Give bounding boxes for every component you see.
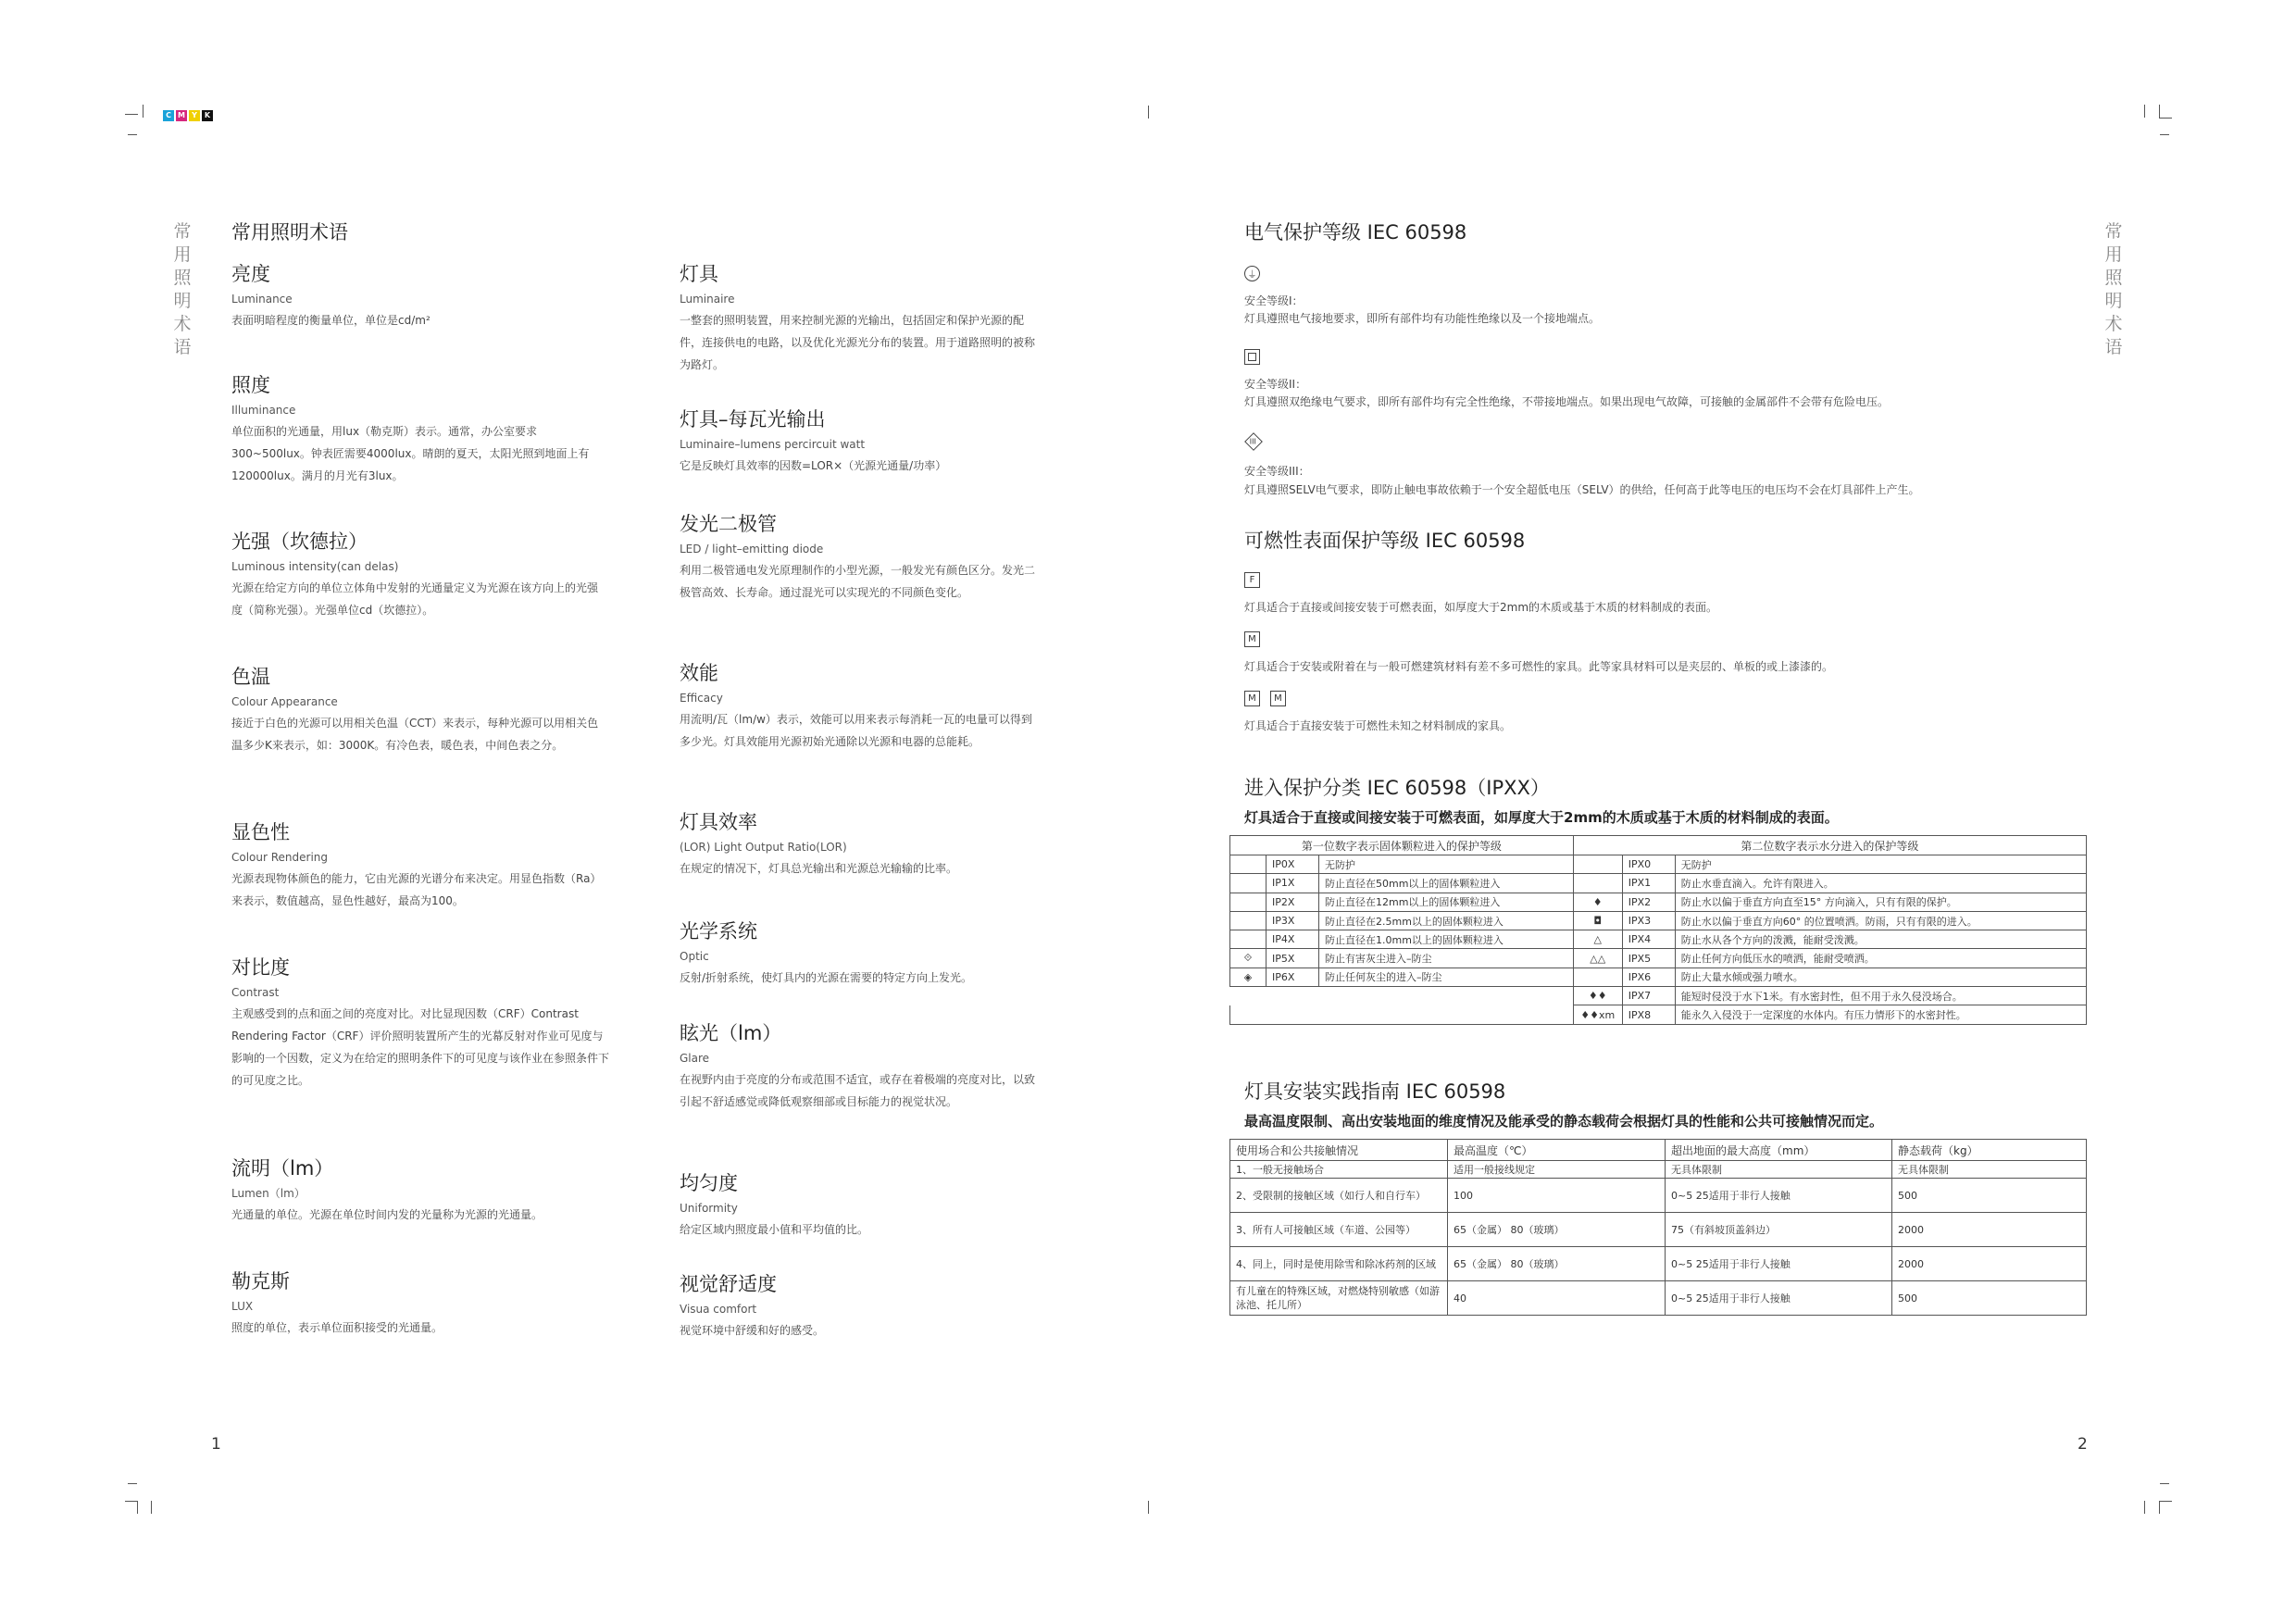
crop-mark bbox=[125, 1501, 138, 1502]
term-title: 效能 bbox=[680, 662, 718, 684]
table-row: IP4X 防止直径在1.0mm以上的固体颗粒进入 △ IPX4 防止水从各个方向的泼溅，能耐受泼溅。 bbox=[1230, 930, 2087, 949]
install-subtitle: 最高温度限制、高出安装地面的维度情况及能承受的静态载荷会根据灯具的性能和公共可接触情况而定。 bbox=[1244, 1113, 1884, 1130]
term-english: Optic bbox=[680, 950, 709, 963]
term-english: Luminaire bbox=[680, 293, 735, 306]
term-luminaire-lumens bbox=[680, 407, 1050, 477]
ip-head-water: 第二位数字表示水分进入的保护等级 bbox=[1573, 836, 2086, 855]
term-english: Luminaire–lumens percircuit watt bbox=[680, 438, 866, 451]
term-luminance bbox=[231, 262, 611, 331]
term-description: 利用二极管通电发光原理制作的小型光源，一般发光有颜色区分。发光二极管高效、长寿命。通过混光可以实现光的不同颜色变化。 bbox=[680, 564, 1036, 599]
term-description: 一整套的照明装置，用来控制光源的光输出，包括固定和保护光源的配件，连接供电的电路，以及优化光源光分布的装置。用于道路照明的被称为路灯。 bbox=[680, 314, 1036, 371]
term-luminous-intensity bbox=[231, 530, 606, 621]
vertical-title-right: 常 用 照 明 术 语 bbox=[2104, 221, 2123, 357]
section-title-electrical: 电气保护等级 IEC 60598 bbox=[1244, 221, 1467, 243]
section-title-flammable: 可燃性表面保护等级 IEC 60598 bbox=[1244, 530, 1526, 552]
cmyk-y: Y bbox=[189, 110, 200, 121]
table-row: ♦♦xm IPX8 能永久入侵没于一定深度的水体内。有压力情形下的水密封性。 bbox=[1230, 1005, 2087, 1024]
term-title: 显色性 bbox=[231, 821, 290, 843]
term-title: 对比度 bbox=[231, 956, 290, 979]
table-row: IP2X 防止直径在12mm以上的固体颗粒进入 ♦ IPX2 防止水以偏于垂直方向直至15° 方向滴入，只有有限的保护。 bbox=[1230, 893, 2087, 911]
col-header: 超出地面的最大高度（mm） bbox=[1666, 1140, 1892, 1161]
term-description: 光源在给定方向的单位立体角中发射的光通量定义为光源在该方向上的光强度（简称光强）。光强单位cd（坎德拉）。 bbox=[231, 581, 599, 617]
term-description: 接近于白色的光源可以用相关色温（CCT）来表示，每种光源可以用相关色温多少K来表示，如：3000K。有冷色表，暖色表，中间色表之分。 bbox=[231, 717, 599, 752]
term-colour-appearance bbox=[231, 665, 606, 756]
term-description: 表面明暗程度的衡量单位，单位是cd/m² bbox=[231, 314, 430, 327]
term-lux bbox=[231, 1269, 611, 1339]
earth-icon: ⏚ bbox=[1244, 266, 1260, 281]
cmyk-c: C bbox=[163, 110, 174, 121]
vertical-title-left: 常 用 照 明 术 语 bbox=[173, 221, 192, 357]
term-led bbox=[680, 512, 1041, 604]
term-title: 发光二极管 bbox=[680, 513, 777, 535]
double-square-icon bbox=[1244, 349, 1260, 365]
crop-mark bbox=[128, 1483, 137, 1484]
table-row: IP3X 防止直径在2.5mm以上的固体颗粒进入 ◘ IPX3 防止水以偏于垂直方向60° 的位置喷洒。防雨，只有有限的进入。 bbox=[1230, 911, 2087, 930]
term-english: Illuminance bbox=[231, 404, 296, 417]
term-description: 给定区域内照度最小值和平均值的比。 bbox=[680, 1223, 869, 1236]
f-mark-icon: F bbox=[1244, 572, 1260, 588]
term-english: Efficacy bbox=[680, 692, 723, 705]
m-mark-icon: M bbox=[1244, 631, 1260, 647]
term-description: 照度的单位，表示单位面积接受的光通量。 bbox=[231, 1321, 443, 1334]
cmyk-m: M bbox=[176, 110, 187, 121]
term-illuminance bbox=[231, 373, 606, 487]
term-title: 灯具 bbox=[680, 263, 718, 285]
table-header-row bbox=[1230, 836, 2087, 855]
table-row: 2、受限制的接触区域（如行人和自行车） 100 0~5 25适用于非行人接触 500 bbox=[1230, 1179, 2087, 1213]
crop-mark bbox=[125, 114, 138, 115]
term-title: 照度 bbox=[231, 374, 270, 396]
f-mark-description: 灯具适合于直接或间接安装于可燃表面，如厚度大于2mm的木质或基于木质的材料制成的表面。 bbox=[1244, 601, 1718, 614]
mm-mark-icon: M bbox=[1244, 691, 1260, 706]
term-title: 均匀度 bbox=[680, 1172, 738, 1194]
class-i-description: 灯具遵照电气接地要求，即所有部件均有功能性绝缘以及一个接地端点。 bbox=[1244, 312, 1601, 325]
mm-mark-icon: M bbox=[1270, 691, 1286, 706]
table-row: ◈ IP6X 防止任何灰尘的进入–防尘 IPX6 防止大量水倾或强力喷水。 bbox=[1230, 968, 2087, 986]
class-ii-label: 安全等级II： bbox=[1244, 378, 1307, 391]
page-title: 常用照明术语 bbox=[231, 221, 348, 243]
crop-mark bbox=[2144, 1501, 2145, 1514]
term-title: 灯具效率 bbox=[680, 811, 757, 833]
table-row: ♦♦ IPX7 能短时侵没于水下1米。有水密封性，但不用于永久侵没场合。 bbox=[1230, 987, 2087, 1005]
class-iii-label: 安全等级III： bbox=[1244, 465, 1310, 478]
term-optic bbox=[680, 919, 1050, 989]
term-english: Visua comfort bbox=[680, 1303, 757, 1316]
crop-mark bbox=[2159, 118, 2172, 119]
term-lumen bbox=[231, 1156, 611, 1226]
table-row: IP0X 无防护 IPX0 无防护 bbox=[1230, 855, 2087, 874]
term-description: 光源表现物体颜色的能力，它由光源的光谱分布来决定。用显色指数（Ra）来表示，数值越高，显色性越好，最高为100。 bbox=[231, 872, 602, 907]
term-english: (LOR) Light Output Ratio(LOR) bbox=[680, 841, 847, 854]
mm-mark-description: 灯具适合于直接安装于可燃性未知之材料制成的家具。 bbox=[1244, 719, 1512, 732]
term-title: 视觉舒适度 bbox=[680, 1273, 777, 1295]
crop-mark bbox=[137, 1501, 138, 1514]
section-title-install: 灯具安装实践指南 IEC 60598 bbox=[1244, 1080, 1506, 1103]
crop-mark bbox=[2159, 1501, 2160, 1514]
term-english: Colour Rendering bbox=[231, 851, 329, 864]
class-iii-description: 灯具遵照SELV电气要求，即防止触电事故依赖于一个安全超低电压（SELV）的供给，任何高于此等电压的电压均不会在灯具部件上产生。 bbox=[1244, 483, 1920, 496]
crop-mark bbox=[1148, 106, 1149, 119]
crop-mark bbox=[2160, 1483, 2169, 1484]
term-description: 在视野内由于亮度的分布或范围不适宜，或存在着极端的亮度对比，以致引起不舒适感觉或降低观察细部或目标能力的视觉状况。 bbox=[680, 1073, 1036, 1108]
crop-mark bbox=[2159, 1501, 2172, 1502]
class-iii-icon: III bbox=[1244, 432, 1263, 451]
term-title: 勒克斯 bbox=[231, 1270, 290, 1292]
term-luminaire bbox=[680, 262, 1041, 376]
col-header: 最高温度（℃） bbox=[1448, 1140, 1666, 1161]
table-row: ⟐ IP5X 防止有害灰尘进入–防尘 △△ IPX5 防止任何方向低压水的喷洒，能耐受喷洒。 bbox=[1230, 949, 2087, 968]
crop-mark bbox=[151, 1501, 152, 1514]
term-english: Lumen（lm） bbox=[231, 1187, 306, 1200]
term-english: Uniformity bbox=[680, 1202, 738, 1215]
term-english: Colour Appearance bbox=[231, 695, 338, 708]
class-i-label: 安全等级I： bbox=[1244, 294, 1304, 307]
ip-head-solid: 第一位数字表示固体颗粒进入的保护等级 bbox=[1230, 836, 1574, 855]
page-number-right: 2 bbox=[2078, 1435, 2088, 1454]
term-title: 光强（坎德拉） bbox=[231, 531, 368, 553]
ip-table bbox=[1229, 835, 2087, 1025]
term-description: 反射/折射系统，使灯具内的光源在需要的特定方向上发光。 bbox=[680, 971, 973, 984]
term-contrast bbox=[231, 955, 611, 1092]
term-description: 光通量的单位。光源在单位时间内发的光量称为光源的光通量。 bbox=[231, 1208, 543, 1221]
crop-mark bbox=[143, 105, 144, 118]
col-header: 使用场合和公共接触情况 bbox=[1230, 1140, 1448, 1161]
table-row: IP1X 防止直径在50mm以上的固体颗粒进入 IPX1 防止水垂直滴入。允许有限进入。 bbox=[1230, 874, 2087, 893]
term-efficacy bbox=[680, 661, 1041, 753]
term-glare bbox=[680, 1021, 1041, 1113]
install-table bbox=[1229, 1139, 2087, 1316]
table-header-row bbox=[1230, 1140, 2087, 1161]
crop-mark bbox=[1148, 1501, 1149, 1514]
term-colour-rendering bbox=[231, 820, 606, 912]
crop-mark bbox=[2144, 105, 2145, 118]
table-row: 4、同上，同时是使用除雪和除冰药剂的区域 65（金属） 80（玻璃） 0~5 25适用于非行人接触 2000 bbox=[1230, 1247, 2087, 1281]
term-description: 主观感受到的点和面之间的亮度对比。对比显现因数（CRF）Contrast Rendering Factor（CRF）评价照明装置所产生的光幕反射对作业可见度与影响的一个因数，定义为在给定的照明条件下的可见度与该作业在参照条件下的可见度之比。 bbox=[231, 1007, 610, 1087]
term-english: Contrast bbox=[231, 986, 280, 999]
section-title-ip: 进入保护分类 IEC 60598（IPXX） bbox=[1244, 777, 1550, 799]
term-title: 光学系统 bbox=[680, 920, 757, 943]
col-header: 静态载荷（kg） bbox=[1892, 1140, 2087, 1161]
crop-mark bbox=[2159, 105, 2160, 118]
term-english: LUX bbox=[231, 1300, 254, 1313]
crop-mark bbox=[2160, 134, 2169, 135]
term-english: Luminance bbox=[231, 293, 293, 306]
term-title: 灯具–每瓦光输出 bbox=[680, 408, 826, 431]
term-visual-comfort bbox=[680, 1272, 1050, 1342]
term-description: 它是反映灯具效率的因数=LOR×（光源光通量/功率） bbox=[680, 459, 947, 472]
term-description: 在规定的情况下，灯具总光输出和光源总光输输的比率。 bbox=[680, 862, 958, 875]
term-title: 流明（lm） bbox=[231, 1157, 334, 1180]
table-row: 1、一般无接触场合 适用一般接线规定 无具体限制 无具体限制 bbox=[1230, 1161, 2087, 1179]
table-row: 有儿童在的特殊区域，对燃烧特别敏感（如游泳池、托儿所） 40 0~5 25适用于非行人接触 500 bbox=[1230, 1281, 2087, 1316]
term-english: Glare bbox=[680, 1052, 710, 1065]
page-number-left: 1 bbox=[211, 1435, 221, 1454]
term-english: Luminous intensity(can delas) bbox=[231, 560, 399, 573]
term-title: 眩光（lm） bbox=[680, 1022, 782, 1044]
term-lor bbox=[680, 810, 1050, 880]
term-uniformity bbox=[680, 1171, 1050, 1241]
ip-subtitle: 灯具适合于直接或间接安装于可燃表面，如厚度大于2mm的木质或基于木质的材料制成的表面。 bbox=[1244, 809, 1839, 826]
term-title: 亮度 bbox=[231, 263, 270, 285]
class-ii-description: 灯具遵照双绝缘电气要求，即所有部件均有完全性绝缘，不带接地端点。如果出现电气故障，可接触的金属部件不会带有危险电压。 bbox=[1244, 395, 1890, 408]
crop-mark bbox=[128, 134, 137, 135]
term-title: 色温 bbox=[231, 666, 270, 688]
m-mark-description: 灯具适合于安装或附着在与一般可燃建筑材料有差不多可燃性的家具。此等家具材料可以是夹层的、单板的或上漆漆的。 bbox=[1244, 660, 1834, 673]
cmyk-color-bar bbox=[163, 110, 213, 121]
term-description: 单位面积的光通量，用lux（勒克斯）表示。通常，办公室要求300~500lux。钟表匠需要4000lux。晴朗的夏天，太阳光照到地面上有120000lux。满月的月光有3lux。 bbox=[231, 425, 590, 482]
term-description: 视觉环境中舒缓和好的感受。 bbox=[680, 1324, 825, 1337]
table-row: 3、所有人可接触区域（车道、公园等） 65（金属） 80（玻璃） 75（有斜坡顶盖斜边） 2000 bbox=[1230, 1213, 2087, 1247]
term-english: LED / light–emitting diode bbox=[680, 543, 824, 556]
term-description: 用流明/瓦（lm/w）表示，效能可以用来表示每消耗一瓦的电量可以得到多少光。灯具效能用光源初始光通除以光源和电器的总能耗。 bbox=[680, 713, 1032, 748]
cmyk-k: K bbox=[202, 110, 213, 121]
